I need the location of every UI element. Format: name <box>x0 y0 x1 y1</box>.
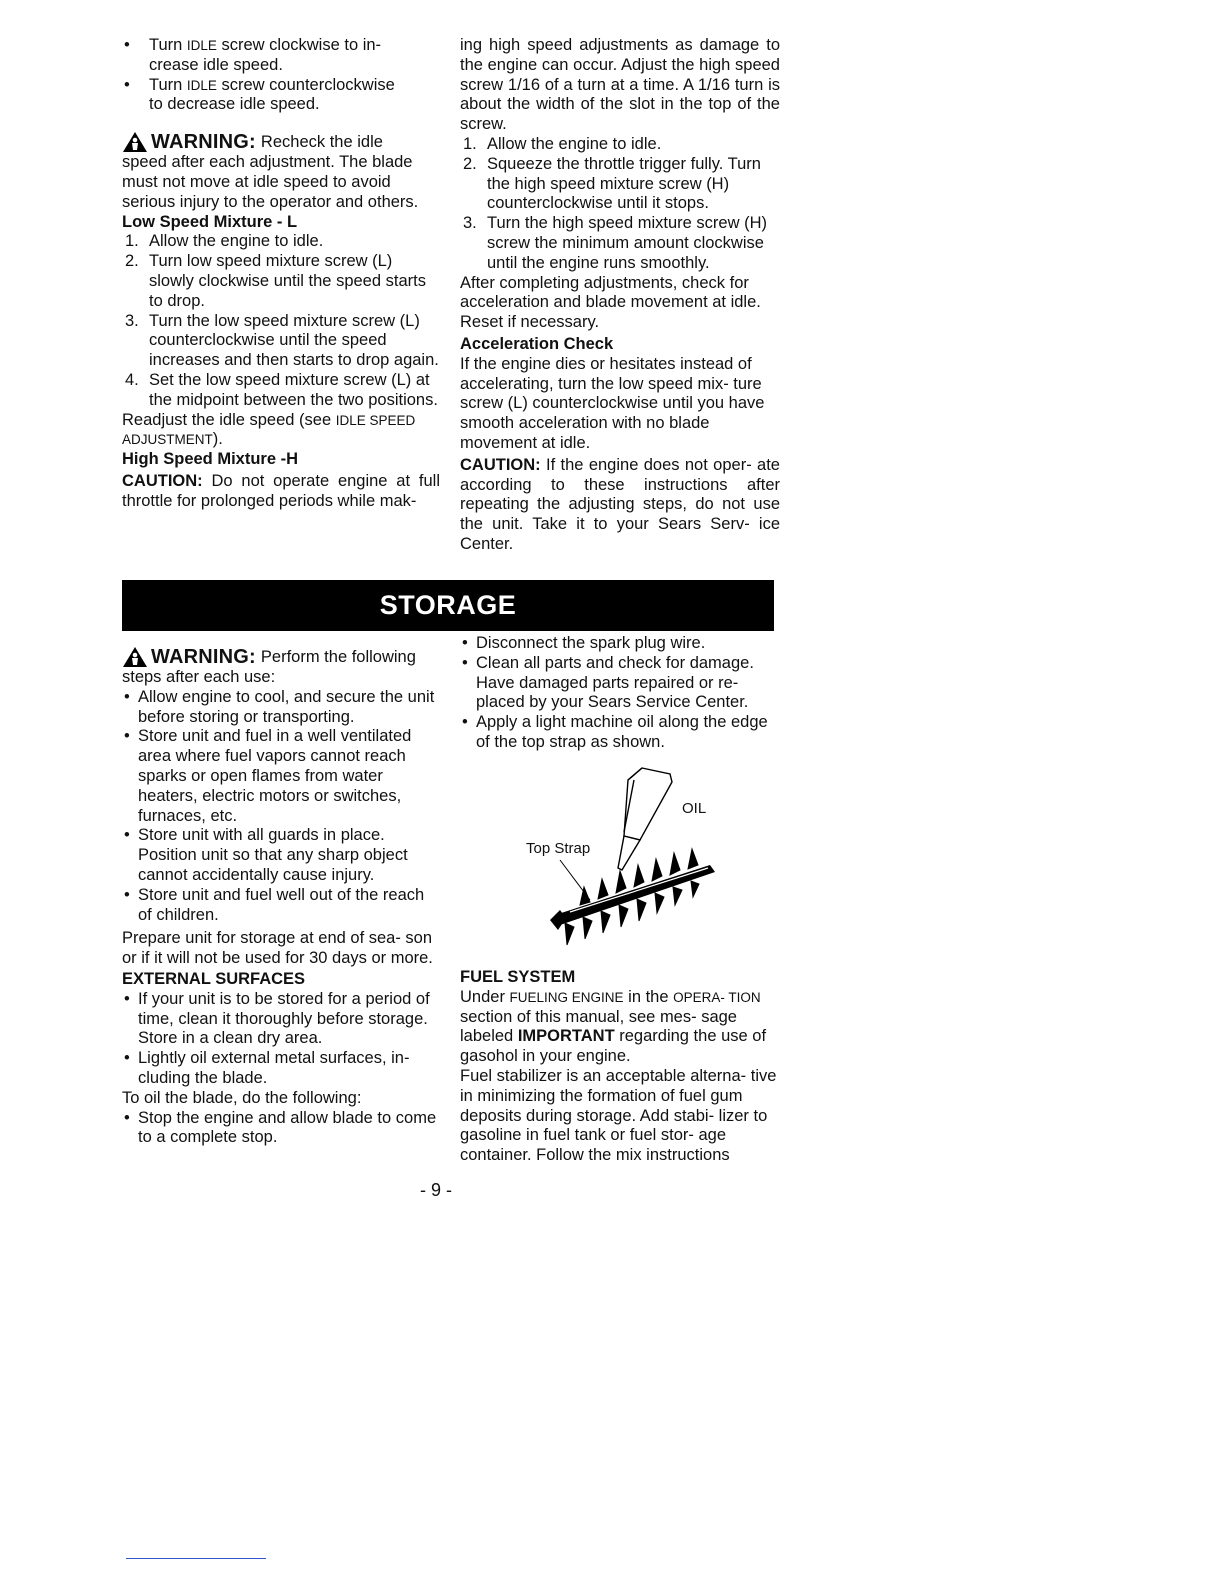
step-text: Allow the engine to idle. <box>487 134 662 153</box>
idle-bullet-2-text-c: to decrease idle speed. <box>149 95 320 114</box>
caution-label: CAUTION: <box>122 471 203 490</box>
idle-bullet-1-text-a: Turn <box>149 36 187 54</box>
bottom-rule <box>126 1558 266 1559</box>
oil-bullet: • Stop the engine and allow blade to come to a complete stop. <box>122 1109 440 1149</box>
top-left-column <box>122 36 440 512</box>
fuel-text-a: Under <box>460 987 510 1006</box>
external-bullet: • Lightly oil external metal surfaces, in- cluding the blade. <box>122 1049 440 1089</box>
fuel-smallcaps-2: OPERA- TION <box>673 989 761 1005</box>
step-number: 4. <box>125 370 139 389</box>
after-adjustments-text: After completing adjustments, check for acceleration and blade movement at idle. Reset if necessary. <box>460 273 761 332</box>
warning-text-first-line: Perform the following <box>260 648 416 667</box>
caution-label: CAUTION: <box>460 455 541 474</box>
high-speed-heading: High Speed Mixture -H <box>122 450 299 469</box>
readjust-smallcaps: IDLE SPEED ADJUSTMENT <box>122 412 416 448</box>
warning-text-first-line: Recheck the idle <box>260 133 383 152</box>
readjust-text-b: ). <box>212 430 223 449</box>
acceleration-heading: Acceleration Check <box>460 334 614 353</box>
idle-bullet-2 <box>122 76 440 116</box>
low-step <box>122 252 440 311</box>
idle-bullet-2-smallcaps: IDLE <box>186 77 217 93</box>
fuel-system-heading: FUEL SYSTEM <box>460 968 576 986</box>
low-step <box>122 232 440 252</box>
step-text: Turn low speed mixture screw (L) slowly clockwise until the speed starts to drop. <box>149 252 426 310</box>
low-speed-heading: Low Speed Mixture - L <box>122 212 298 231</box>
idle-bullet-1 <box>122 36 440 76</box>
step-text: Turn the high speed mixture screw (H) screw the minimum amount clockwise until the engine runs smoothly. <box>487 214 767 272</box>
warning-icon <box>122 646 148 668</box>
storage-bullet: • Disconnect the spark plug wire. <box>460 634 780 654</box>
acceleration-text: If the engine dies or hesitates instead of accelerating, turn the low speed mix- ture screw (L) counterclockwise until you have smooth acceleration with no blade movement at idle. <box>460 354 765 452</box>
storage-title: STORAGE <box>379 590 517 620</box>
readjust-text <box>122 411 440 451</box>
fuel-system-section <box>460 968 780 1166</box>
high-step <box>460 155 780 214</box>
external-bullet: • If your unit is to be stored for a period of time, clean it thoroughly before storage. Store in a clean dry area. <box>122 990 440 1049</box>
warning-text: speed after each adjustment. The blade must not move at idle speed to avoid serious injury to the operator and others. <box>122 153 419 211</box>
step-number: 3. <box>125 311 139 330</box>
idle-bullet-1-smallcaps: IDLE <box>186 38 217 53</box>
caution-text: Do not operate engine at full throttle for prolonged periods while mak- <box>122 471 440 510</box>
high-step <box>460 135 780 155</box>
caution-paragraph-right <box>460 456 780 555</box>
oil-intro: To oil the blade, do the following: <box>122 1088 362 1107</box>
fuel-text-d: regarding the use of gasohol in your engine. <box>460 1027 767 1066</box>
step-number: 1. <box>125 232 139 251</box>
storage-right-column <box>460 634 780 753</box>
top-strap-label: Top Strap <box>526 840 591 857</box>
storage-bullet: • Clean all parts and check for damage. Have damaged parts repaired or re- placed by your Sears Service Center. <box>460 654 780 713</box>
oil-can-on-blade-icon <box>520 760 740 960</box>
fuel-system-text <box>460 988 780 1067</box>
storage-bullet: • Store unit with all guards in place. Position unit so that any sharp object cannot accidentally cause injury. <box>122 826 440 885</box>
high-step <box>460 214 780 273</box>
storage-bullet: • Apply a light machine oil along the edge of the top strap as shown. <box>460 713 780 753</box>
idle-bullet-2-text-a: Turn <box>149 75 187 94</box>
idle-bullet-1-text-c: crease idle speed. <box>149 55 283 74</box>
fuel-text-c: section of this manual, see mes- sage labeled <box>460 1007 737 1046</box>
step-text: Set the low speed mixture screw (L) at the midpoint between the two positions. <box>149 370 438 409</box>
low-step <box>122 312 440 371</box>
warning-text: steps after each use: <box>122 668 276 686</box>
warning-icon <box>122 131 148 153</box>
caution-paragraph <box>122 472 440 512</box>
oil-blade-figure <box>520 760 740 960</box>
step-number: 1. <box>463 134 477 153</box>
step-number: 2. <box>463 154 477 173</box>
high-speed-continued-text: ing high speed adjustments as damage to the engine can occur. Adjust the high speed screw 1/16 of a turn at a time. A 1/16 turn is about the width of the slot in the top of the screw. <box>460 36 780 134</box>
storage-left-column <box>122 646 440 1148</box>
top-right-column <box>460 36 780 555</box>
idle-warning <box>122 131 440 153</box>
caution-text: If the engine does not oper- ate according to these instructions after repeating the adjusting steps, do not use the unit. Take it to your Sears Serv- ice Center. <box>460 455 780 553</box>
step-text: Turn the low speed mixture screw (L) counterclockwise until the speed increases and then starts to drop again. <box>149 311 439 370</box>
storage-bullet: • Allow engine to cool, and secure the unit before storing or transporting. <box>122 688 440 728</box>
fuel-smallcaps-1: FUELING ENGINE <box>509 989 624 1005</box>
step-text: Squeeze the throttle trigger fully. Turn the high speed mixture screw (H) counterclockwise until it stops. <box>487 154 761 213</box>
low-step <box>122 371 440 411</box>
external-surfaces-heading: EXTERNAL SURFACES <box>122 969 306 988</box>
storage-bullet: • Store unit and fuel in a well ventilated area where fuel vapors cannot reach sparks or open flames from water heaters, electric motors or switches, furnaces, etc. <box>122 727 440 826</box>
readjust-text-a: Readjust the idle speed (see <box>122 410 336 429</box>
storage-bullet: • Store unit and fuel well out of the reach of children. <box>122 886 440 926</box>
stabilizer-text: Fuel stabilizer is an acceptable alterna- tive in minimizing the formation of fuel gum deposits during storage. Add stabi- lizer to gasoline in fuel tank or fuel stor- age container. Follow the mix instructions <box>460 1066 777 1165</box>
storage-warning <box>122 646 440 668</box>
warning-label: WARNING: <box>151 646 256 669</box>
idle-bullet-1-text-b: screw clockwise to in- <box>216 36 382 54</box>
idle-bullet-2-text-b: screw counterclockwise <box>216 75 395 94</box>
step-number: 2. <box>125 252 139 271</box>
page-number: - 9 - <box>420 1180 453 1200</box>
step-text: Allow the engine to idle. <box>149 232 324 251</box>
warning-label: WARNING: <box>151 131 256 154</box>
fuel-text-b: in the <box>623 987 674 1006</box>
step-number: 3. <box>463 214 477 233</box>
fuel-important: IMPORTANT <box>517 1027 615 1046</box>
oil-label: OIL <box>682 800 707 817</box>
prepare-text: Prepare unit for storage at end of sea- son or if it will not be used for 30 days or more. <box>122 929 433 968</box>
storage-banner <box>122 580 774 631</box>
